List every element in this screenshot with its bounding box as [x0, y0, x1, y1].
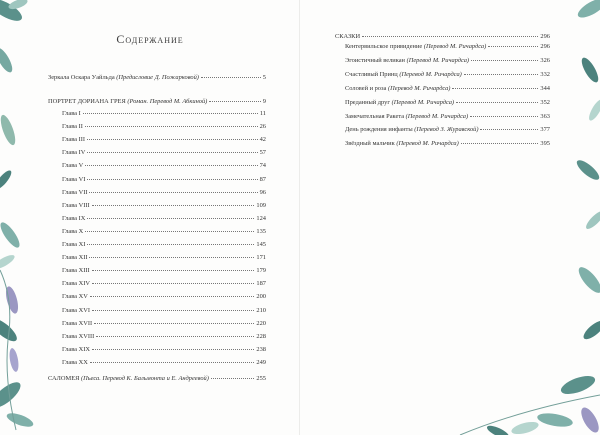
toc-entry[interactable] [345, 85, 550, 92]
page-number: 11 [259, 110, 266, 117]
dot-leader [85, 231, 254, 232]
toc-entry[interactable] [62, 241, 266, 248]
page-title: Содержание [116, 32, 184, 46]
entry-title: Зеркала Оскара Уайльда [48, 74, 115, 81]
toc-entry[interactable] [345, 113, 550, 120]
page-number: 179 [256, 267, 266, 275]
page-number: 74 [259, 162, 266, 170]
entry-title: Глава XVIII [62, 332, 95, 340]
entry-note: (Перевод М. Ричардса) [406, 56, 470, 64]
toc-entry[interactable] [62, 176, 266, 183]
toc-entry[interactable] [62, 189, 266, 196]
toc-entry[interactable] [62, 228, 266, 235]
entry-note: (Роман. Перевод М. Абкиной) [127, 98, 208, 105]
page-number: 124 [256, 214, 266, 222]
entry-title: Глава I [62, 110, 81, 117]
toc-entry[interactable] [62, 293, 266, 300]
page-number: 42 [259, 136, 266, 144]
entry-title: ПОРТРЕТ ДОРИАНА ГРЕЯ [48, 98, 126, 105]
toc-entry-intro[interactable] [48, 74, 266, 81]
toc-entry[interactable] [345, 140, 550, 147]
entry-title: Кентервильское привидение [345, 43, 423, 50]
page-number: 352 [540, 98, 550, 106]
entry-title: Глава XV [62, 293, 88, 301]
page-number: 57 [259, 149, 266, 157]
page-number: 5 [262, 74, 266, 81]
toc-entry[interactable] [62, 320, 266, 327]
toc-entry[interactable] [62, 267, 266, 274]
entry-title: Глава XIII [62, 267, 90, 275]
toc-entry[interactable] [62, 110, 266, 117]
toc-entry-novel[interactable] [48, 98, 266, 105]
dot-leader [201, 77, 261, 78]
toc-entry[interactable] [345, 57, 550, 64]
page-number: 363 [540, 112, 550, 120]
dot-leader [90, 296, 255, 297]
dot-leader [96, 336, 254, 337]
page-number: 109 [256, 201, 266, 209]
toc-entry[interactable] [62, 123, 266, 130]
entry-title: Глава XVI [62, 306, 90, 314]
entry-title: Соловей и роза [345, 84, 387, 92]
page-number: 332 [540, 70, 550, 78]
entry-title: Глава III [62, 136, 85, 144]
dot-leader [87, 179, 257, 180]
entry-title: Эгоистичный великан [345, 56, 405, 64]
entry-title: Глава XI [62, 241, 86, 248]
entry-note: (Перевод З. Журавской) [414, 126, 479, 134]
toc-entry[interactable] [62, 359, 266, 366]
page-number: 200 [256, 293, 266, 301]
dot-leader [471, 60, 538, 61]
page-number: 326 [540, 56, 550, 64]
dot-leader [209, 101, 261, 102]
toc-entry-play[interactable] [48, 375, 266, 382]
page-number: 26 [259, 123, 266, 131]
entry-title: Глава V [62, 162, 84, 170]
page-number: 296 [540, 33, 550, 40]
page-number: 296 [540, 43, 550, 50]
entry-title: Замечательная Ракета [345, 112, 405, 120]
entry-note: (Перевод М. Ричардса) [387, 84, 451, 92]
page-number: 377 [540, 126, 550, 134]
entry-title: Глава VI [62, 175, 86, 183]
page-number: 220 [256, 319, 266, 327]
entry-title: День рождения инфанты [345, 126, 413, 134]
page-number: 9 [262, 98, 266, 105]
toc-entry[interactable] [345, 43, 550, 50]
entry-title: СКАЗКИ [335, 33, 361, 40]
entry-title: Глава XII [62, 254, 88, 262]
entry-title: Звёздный мальчик [345, 140, 395, 148]
dot-leader [89, 257, 254, 258]
entry-title: Преданный друг [345, 98, 390, 106]
dot-leader [94, 323, 254, 324]
dot-leader [85, 126, 258, 127]
entry-note: (Перевод М. Ричардса) [405, 112, 469, 120]
page-number: 135 [256, 227, 266, 235]
dot-leader [85, 165, 257, 166]
entry-title: Глава VIII [62, 201, 90, 209]
page-number: 171 [256, 254, 266, 262]
dot-leader [87, 244, 254, 245]
dot-leader [461, 143, 539, 144]
page-number: 395 [540, 140, 550, 148]
dot-leader [488, 46, 538, 47]
toc-entry[interactable] [62, 254, 266, 261]
entry-title: Глава XIV [62, 280, 90, 288]
entry-title: Глава IV [62, 149, 86, 157]
page-number: 249 [256, 358, 266, 366]
toc-entry[interactable] [345, 126, 550, 133]
dot-leader [87, 139, 258, 140]
dot-leader [92, 283, 254, 284]
entry-title: Глава VII [62, 188, 88, 196]
page-number: 238 [256, 345, 266, 353]
dot-leader [87, 152, 257, 153]
dot-leader [83, 113, 258, 114]
dot-leader [89, 192, 257, 193]
dot-leader [470, 116, 538, 117]
page-number: 145 [256, 241, 266, 248]
toc-entry[interactable] [62, 215, 266, 222]
toc-entry[interactable] [62, 333, 266, 340]
page-number: 255 [256, 375, 266, 382]
dot-leader [480, 129, 538, 130]
toc-entry[interactable] [62, 202, 266, 209]
dot-leader [362, 36, 538, 37]
dot-leader [90, 362, 255, 363]
entry-title: Счастливый Принц [345, 70, 398, 78]
toc-entry[interactable] [345, 99, 550, 106]
dot-leader [464, 74, 539, 75]
entry-title: Глава IX [62, 214, 86, 222]
entry-title: Глава XX [62, 358, 88, 366]
dot-leader [92, 310, 254, 311]
toc-entry-fairy-tales[interactable] [335, 33, 550, 40]
dot-leader [92, 205, 255, 206]
entry-title: Глава XVII [62, 319, 93, 327]
toc-entry[interactable] [62, 280, 266, 287]
dot-leader [452, 88, 538, 89]
page-number: 228 [256, 332, 266, 340]
dot-leader [211, 378, 255, 379]
toc-entry[interactable] [62, 307, 266, 314]
toc-entry[interactable] [62, 136, 266, 143]
page-number: 96 [259, 188, 266, 196]
right-page [300, 0, 600, 435]
entry-note: (Перевод М. Ричардса) [391, 98, 455, 106]
toc-entry[interactable] [62, 162, 266, 169]
dot-leader [92, 270, 255, 271]
toc-entry[interactable] [62, 346, 266, 353]
page-number: 344 [540, 84, 550, 92]
page-number: 210 [256, 306, 266, 314]
entry-note: (Пьеса. Перевод К. Бальмонта и Е. Андреевой) [80, 375, 209, 382]
foliage-right-decoration [300, 0, 600, 435]
entry-title: Глава II [62, 123, 83, 131]
page-number: 87 [259, 175, 266, 183]
entry-note: (Предисловие Д. Пожарковой) [116, 74, 199, 81]
entry-title: Глава XIX [62, 345, 90, 353]
entry-note: (Перевод М. Ричардса) [423, 43, 487, 50]
entry-note: (Перевод М. Ричардса) [399, 70, 462, 78]
toc-entry[interactable] [345, 71, 550, 78]
dot-leader [456, 102, 538, 103]
entry-title: САЛОМЕЯ [48, 375, 80, 382]
entry-note: (Перевод М. Ричардса) [396, 140, 459, 148]
page-number: 187 [256, 280, 266, 288]
dot-leader [92, 349, 254, 350]
toc-entry[interactable] [62, 149, 266, 156]
dot-leader [87, 218, 254, 219]
entry-title: Глава X [62, 227, 84, 235]
